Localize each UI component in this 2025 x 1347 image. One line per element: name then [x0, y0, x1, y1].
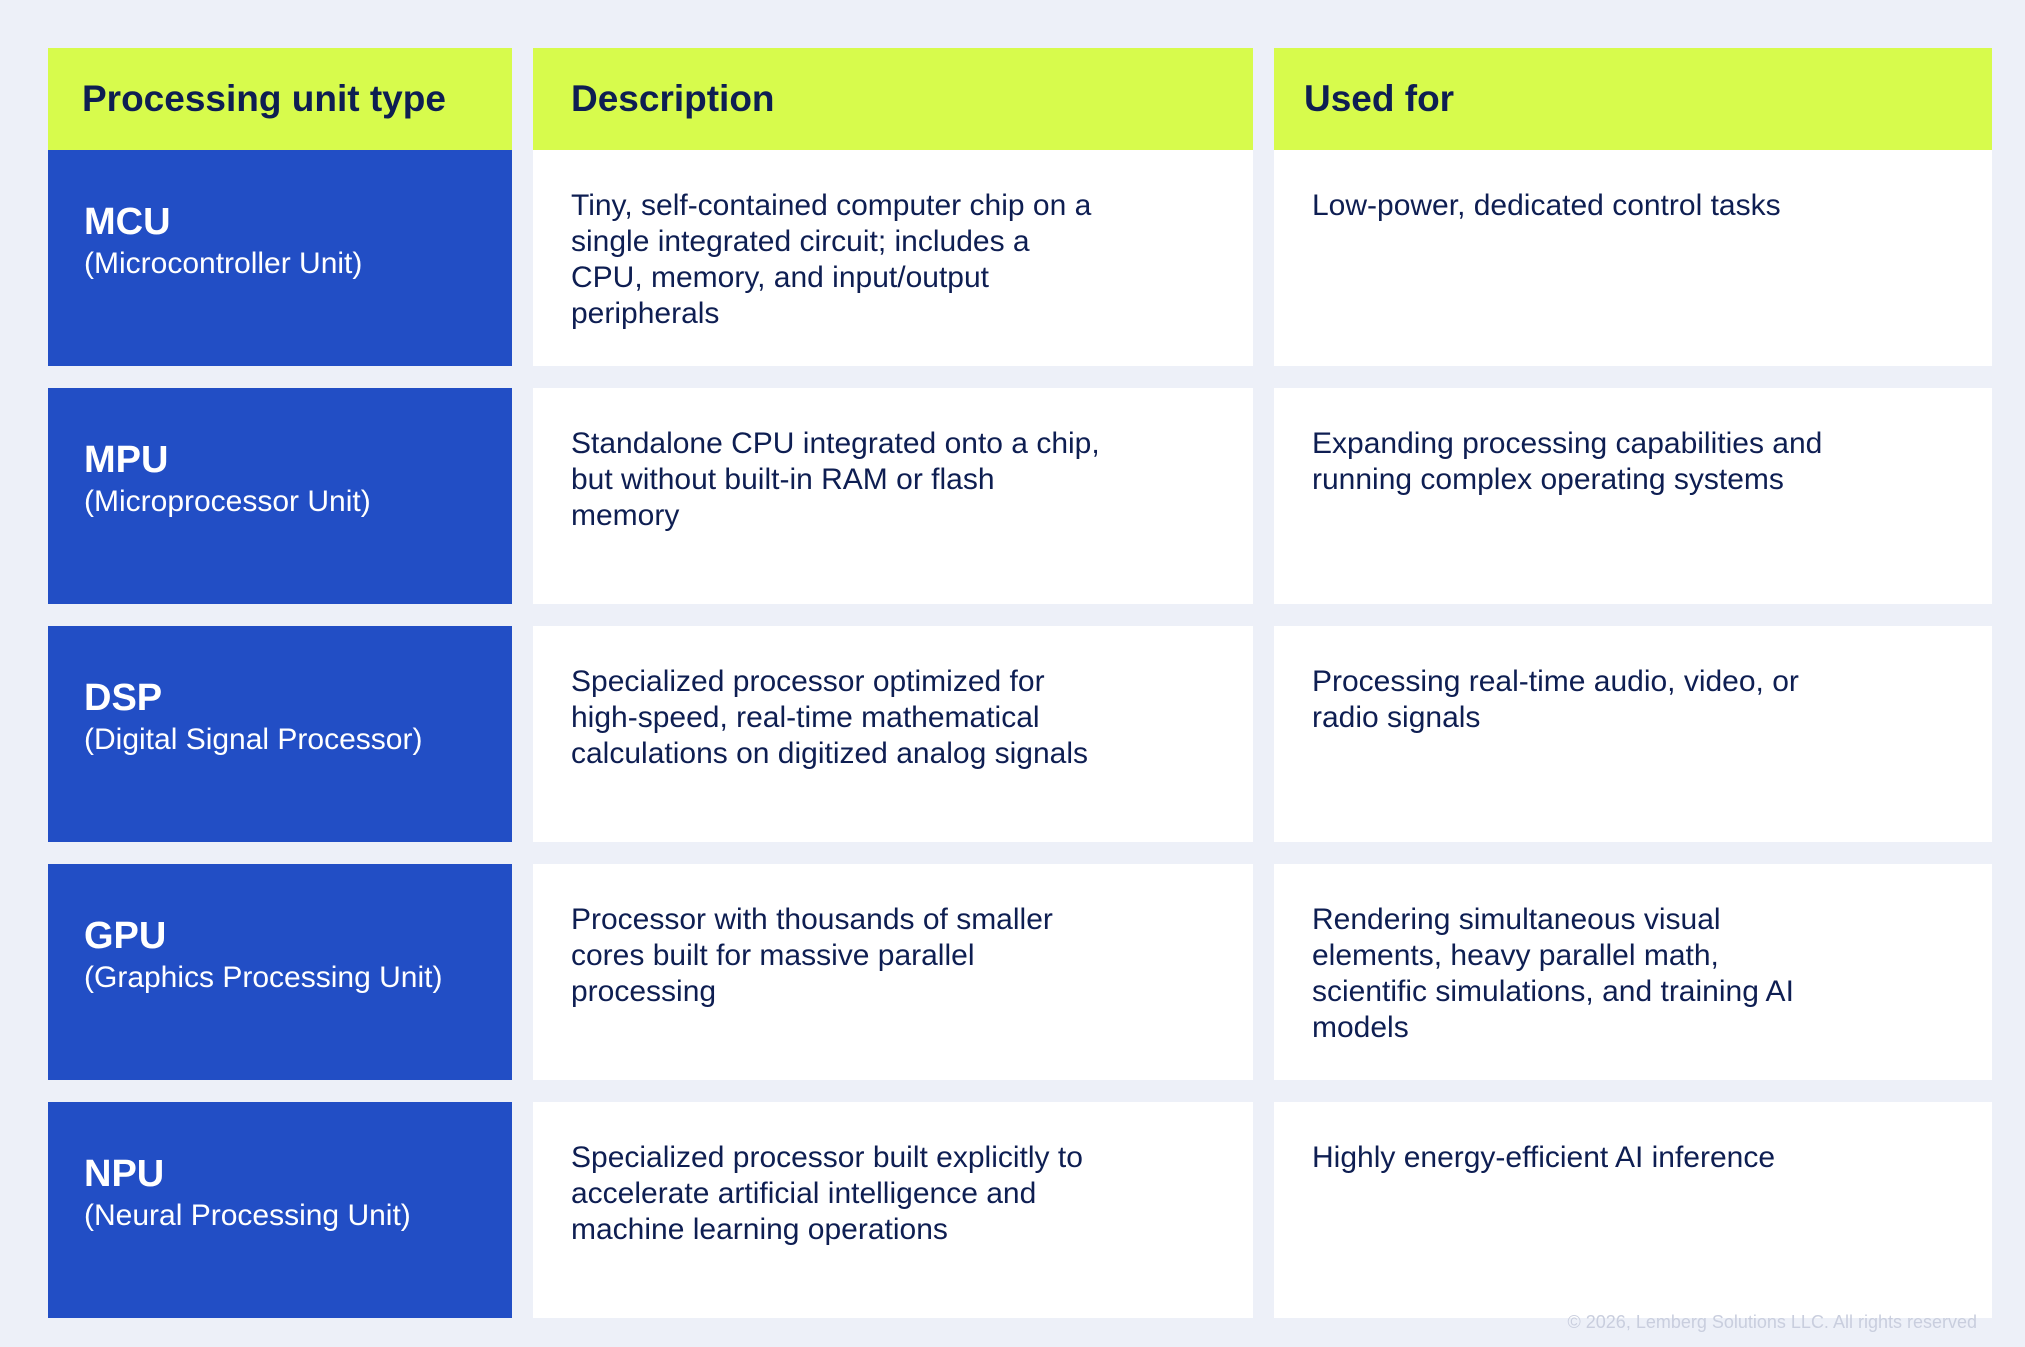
description-cell: Specialized processor optimized for high-speed, real-time mathematical calculations on digitized analog signals	[533, 626, 1253, 842]
type-abbr: DSP	[84, 677, 163, 719]
type-abbr: MCU	[84, 201, 171, 243]
used-for-cell: Highly energy-efficient AI inference	[1274, 1102, 1992, 1318]
used-for-cell: Rendering simultaneous visual elements, heavy parallel math, scientific simulations, and training AI models	[1274, 864, 1992, 1080]
used-for-cell: Low-power, dedicated control tasks	[1274, 150, 1992, 366]
type-cell-mcu	[48, 150, 512, 366]
type-cell-npu	[48, 1102, 512, 1318]
processing-units-table	[48, 48, 1992, 1318]
type-full-name: (Microprocessor Unit)	[84, 485, 371, 518]
type-cell-gpu	[48, 864, 512, 1080]
description-cell: Tiny, self-contained computer chip on a single integrated circuit; includes a CPU, memory, and input/output peripherals	[533, 150, 1253, 366]
type-full-name: (Graphics Processing Unit)	[84, 961, 443, 994]
header-processing-unit-type: Processing unit type	[48, 48, 512, 150]
type-cell-mpu	[48, 388, 512, 604]
type-cell-dsp	[48, 626, 512, 842]
type-full-name: (Microcontroller Unit)	[84, 247, 363, 280]
description-cell: Standalone CPU integrated onto a chip, but without built-in RAM or flash memory	[533, 388, 1253, 604]
type-full-name: (Digital Signal Processor)	[84, 723, 423, 756]
description-cell: Specialized processor built explicitly to accelerate artificial intelligence and machine learning operations	[533, 1102, 1253, 1318]
type-abbr: MPU	[84, 439, 169, 481]
used-for-cell: Processing real-time audio, video, or radio signals	[1274, 626, 1992, 842]
used-for-cell: Expanding processing capabilities and running complex operating systems	[1274, 388, 1992, 604]
type-abbr: NPU	[84, 1153, 165, 1195]
description-cell: Processor with thousands of smaller cores built for massive parallel processing	[533, 864, 1253, 1080]
copyright-footer: © 2026, Lemberg Solutions LLC. All rights reserved	[1567, 1312, 1977, 1332]
header-description: Description	[533, 48, 1253, 150]
header-used-for: Used for	[1274, 48, 1992, 150]
type-abbr: GPU	[84, 915, 167, 957]
type-full-name: (Neural Processing Unit)	[84, 1199, 411, 1232]
